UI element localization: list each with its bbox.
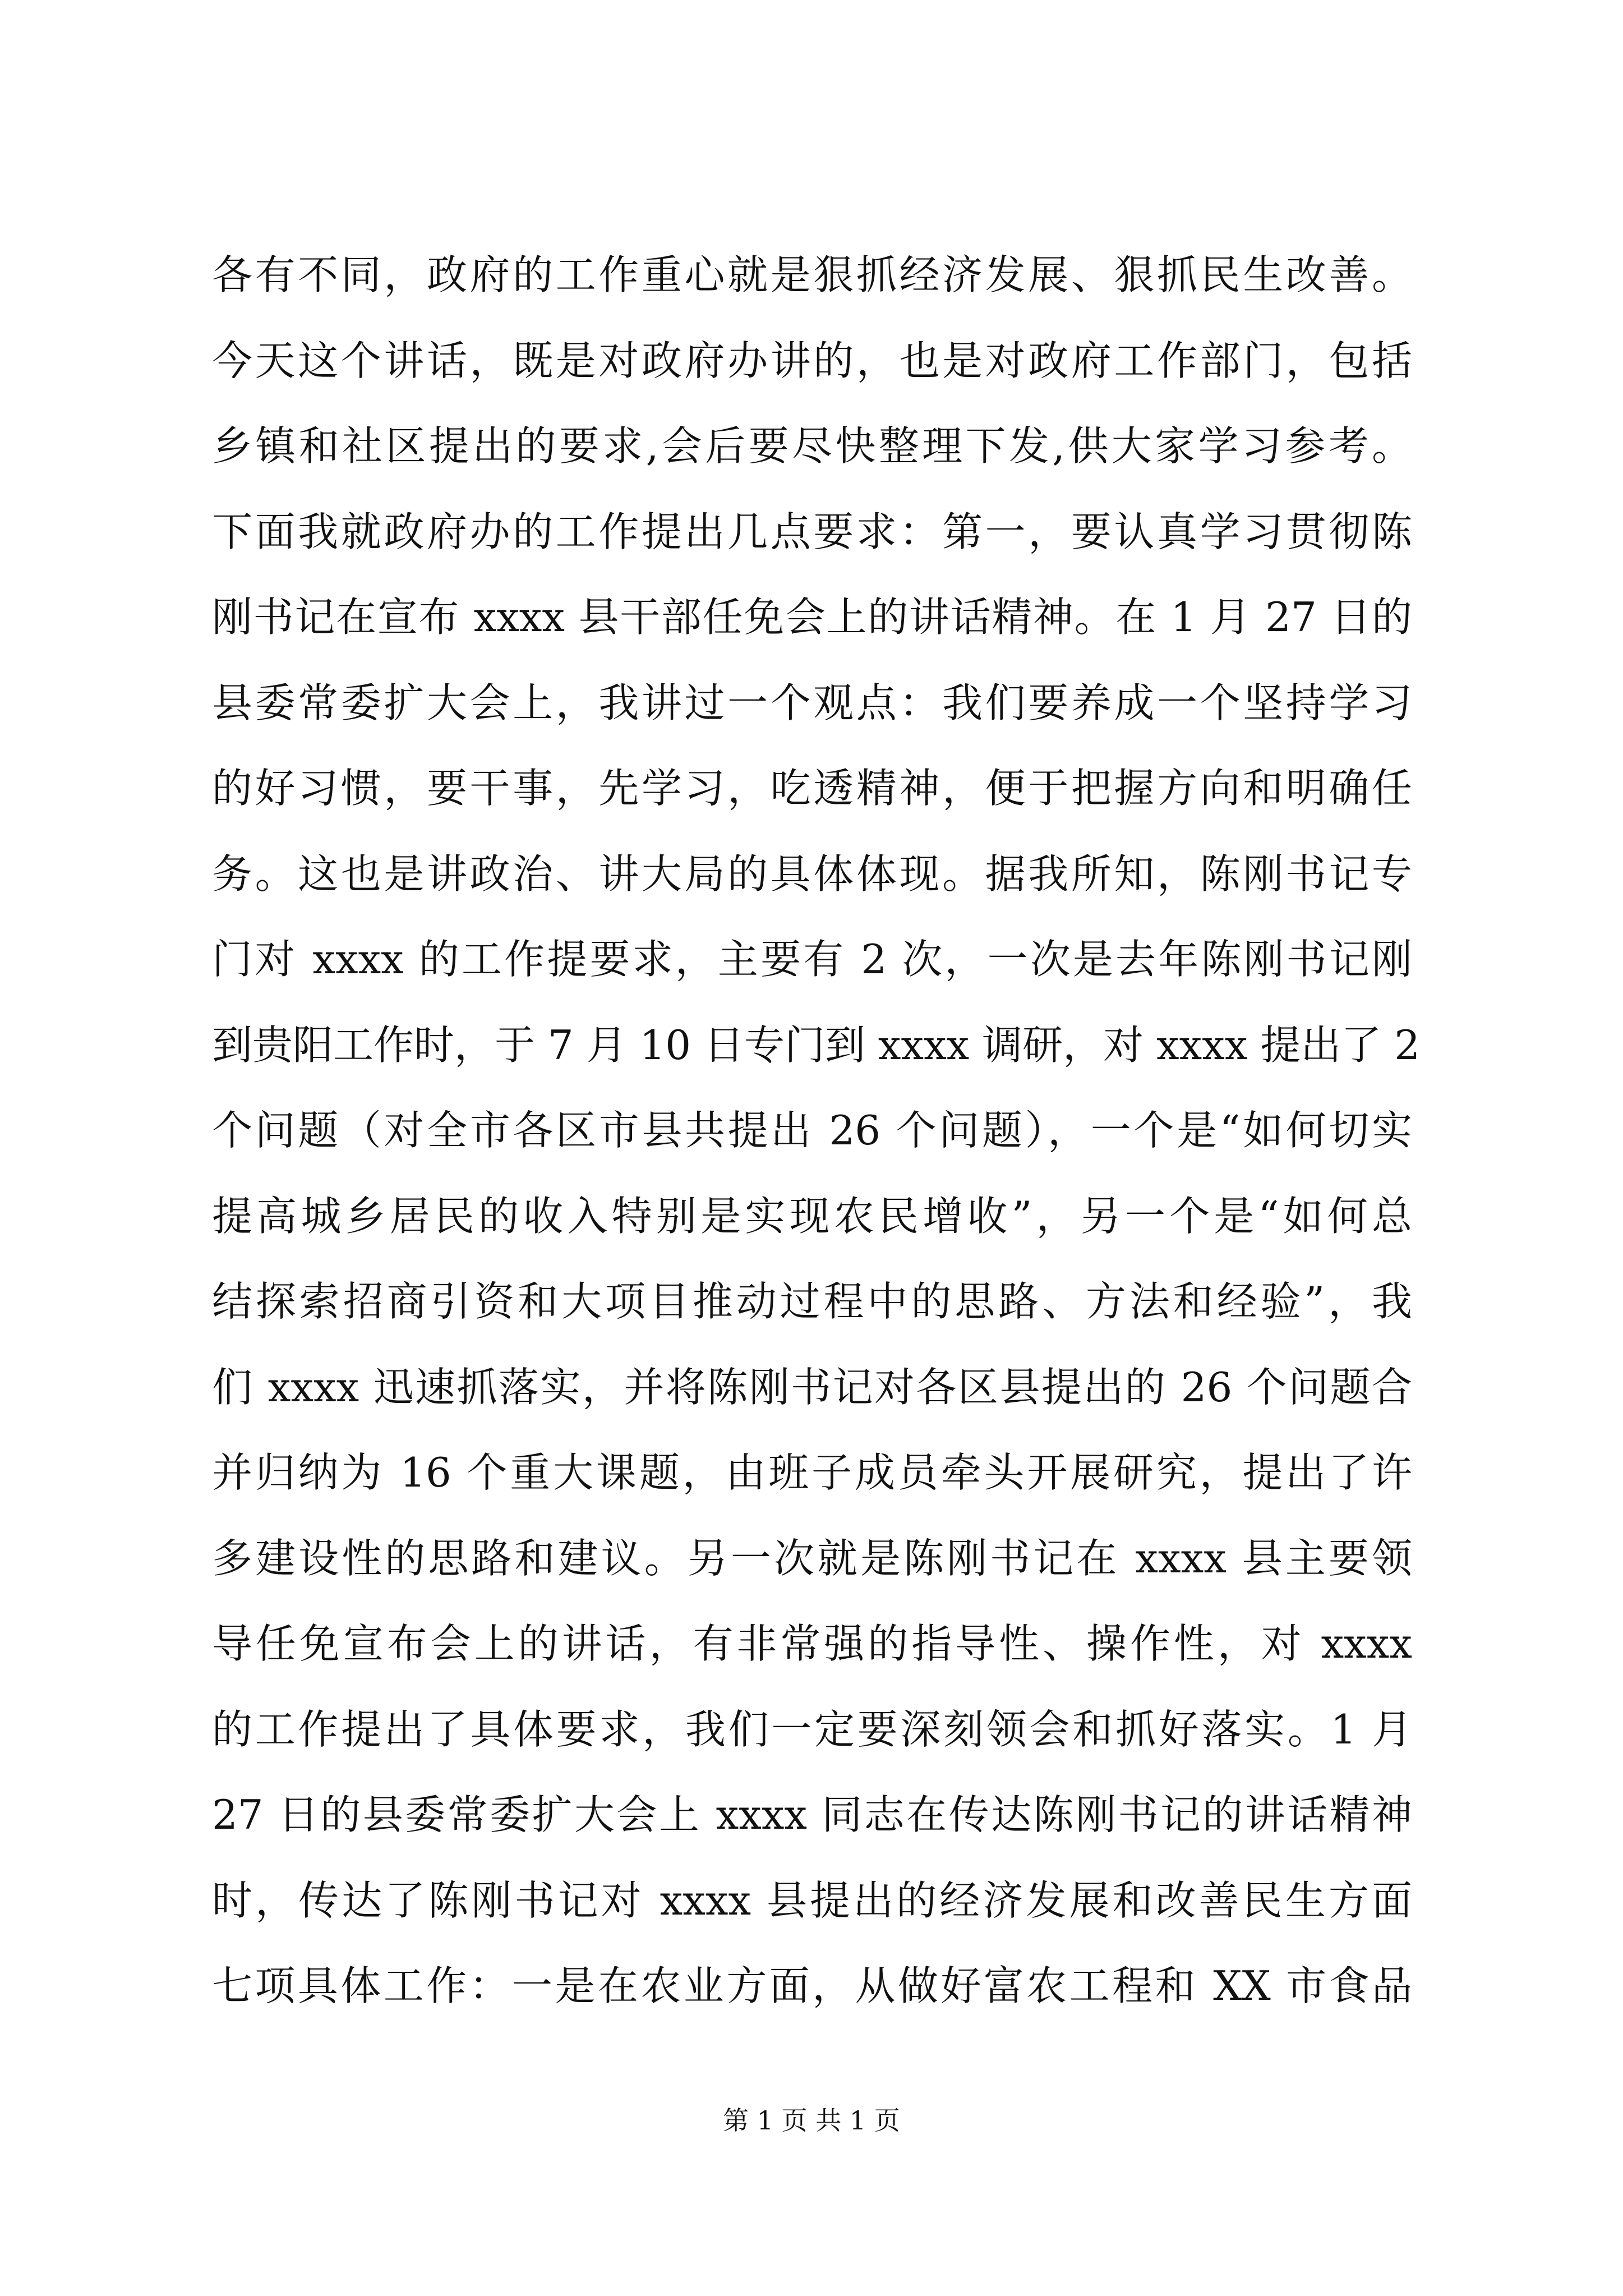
text-line: 七项具体工作：一是在农业方面，从做好富农工程和 XX 市食品 — [212, 1962, 1412, 2009]
text-line: 刚书记在宣布 xxxx 县干部任免会上的讲话精神。在 1 月 27 日的 — [212, 593, 1412, 641]
text-line: 结探索招商引资和大项目推动过程中的思路、方法和经验”，我 — [212, 1278, 1412, 1325]
text-line: 的工作提出了具体要求，我们一定要深刻领会和抓好落实。1 月 — [212, 1706, 1412, 1753]
text-line: 并归纳为 16 个重大课题，由班子成员牵头开展研究，提出了许 — [212, 1449, 1412, 1496]
text-line: 导任免宣布会上的讲话，有非常强的指导性、操作性，对 xxxx — [212, 1620, 1412, 1667]
text-line: 今天这个讲话，既是对政府办讲的，也是对政府工作部门，包括 — [212, 337, 1412, 384]
text-line: 乡镇和社区提出的要求,会后要尽快整理下发,供大家学习参考。 — [212, 422, 1412, 470]
text-line: 门对 xxxx 的工作提要求，主要有 2 次，一次是去年陈刚书记刚 — [212, 936, 1412, 983]
text-line: 27 日的县委常委扩大会上 xxxx 同志在传达陈刚书记的讲话精神 — [212, 1791, 1412, 1838]
text-line: 时，传达了陈刚书记对 xxxx 县提出的经济发展和改善民生方面 — [212, 1877, 1412, 1924]
text-line: 到贵阳工作时，于 7 月 10 日专门到 xxxx 调研，对 xxxx 提出了 2 — [212, 1022, 1421, 1069]
page-footer — [0, 2098, 1623, 2143]
text-line: 多建设性的思路和建议。另一次就是陈刚书记在 xxxx 县主要领 — [212, 1535, 1412, 1582]
text-line: 各有不同，政府的工作重心就是狠抓经济发展、狠抓民生改善。 — [212, 251, 1412, 298]
text-line: 提高城乡居民的收入特别是实现农民增收”，另一个是“如何总 — [212, 1193, 1412, 1240]
text-line: 下面我就政府办的工作提出几点要求：第一，要认真学习贯彻陈 — [212, 508, 1412, 555]
text-line: 务。这也是讲政治、讲大局的具体体现。据我所知，陈刚书记专 — [212, 850, 1412, 898]
page-number-label: 第 1 页 共 1 页 — [723, 2105, 900, 2136]
text-line: 们 xxxx 迅速抓落实，并将陈刚书记对各区县提出的 26 个问题合 — [212, 1364, 1412, 1411]
text-line: 县委常委扩大会上，我讲过一个观点：我们要养成一个坚持学习 — [212, 679, 1412, 726]
text-line: 的好习惯，要干事，先学习，吃透精神，便于把握方向和明确任 — [212, 765, 1412, 812]
text-line: 个问题（对全市各区市县共提出 26 个问题），一个是“如何切实 — [212, 1107, 1412, 1154]
